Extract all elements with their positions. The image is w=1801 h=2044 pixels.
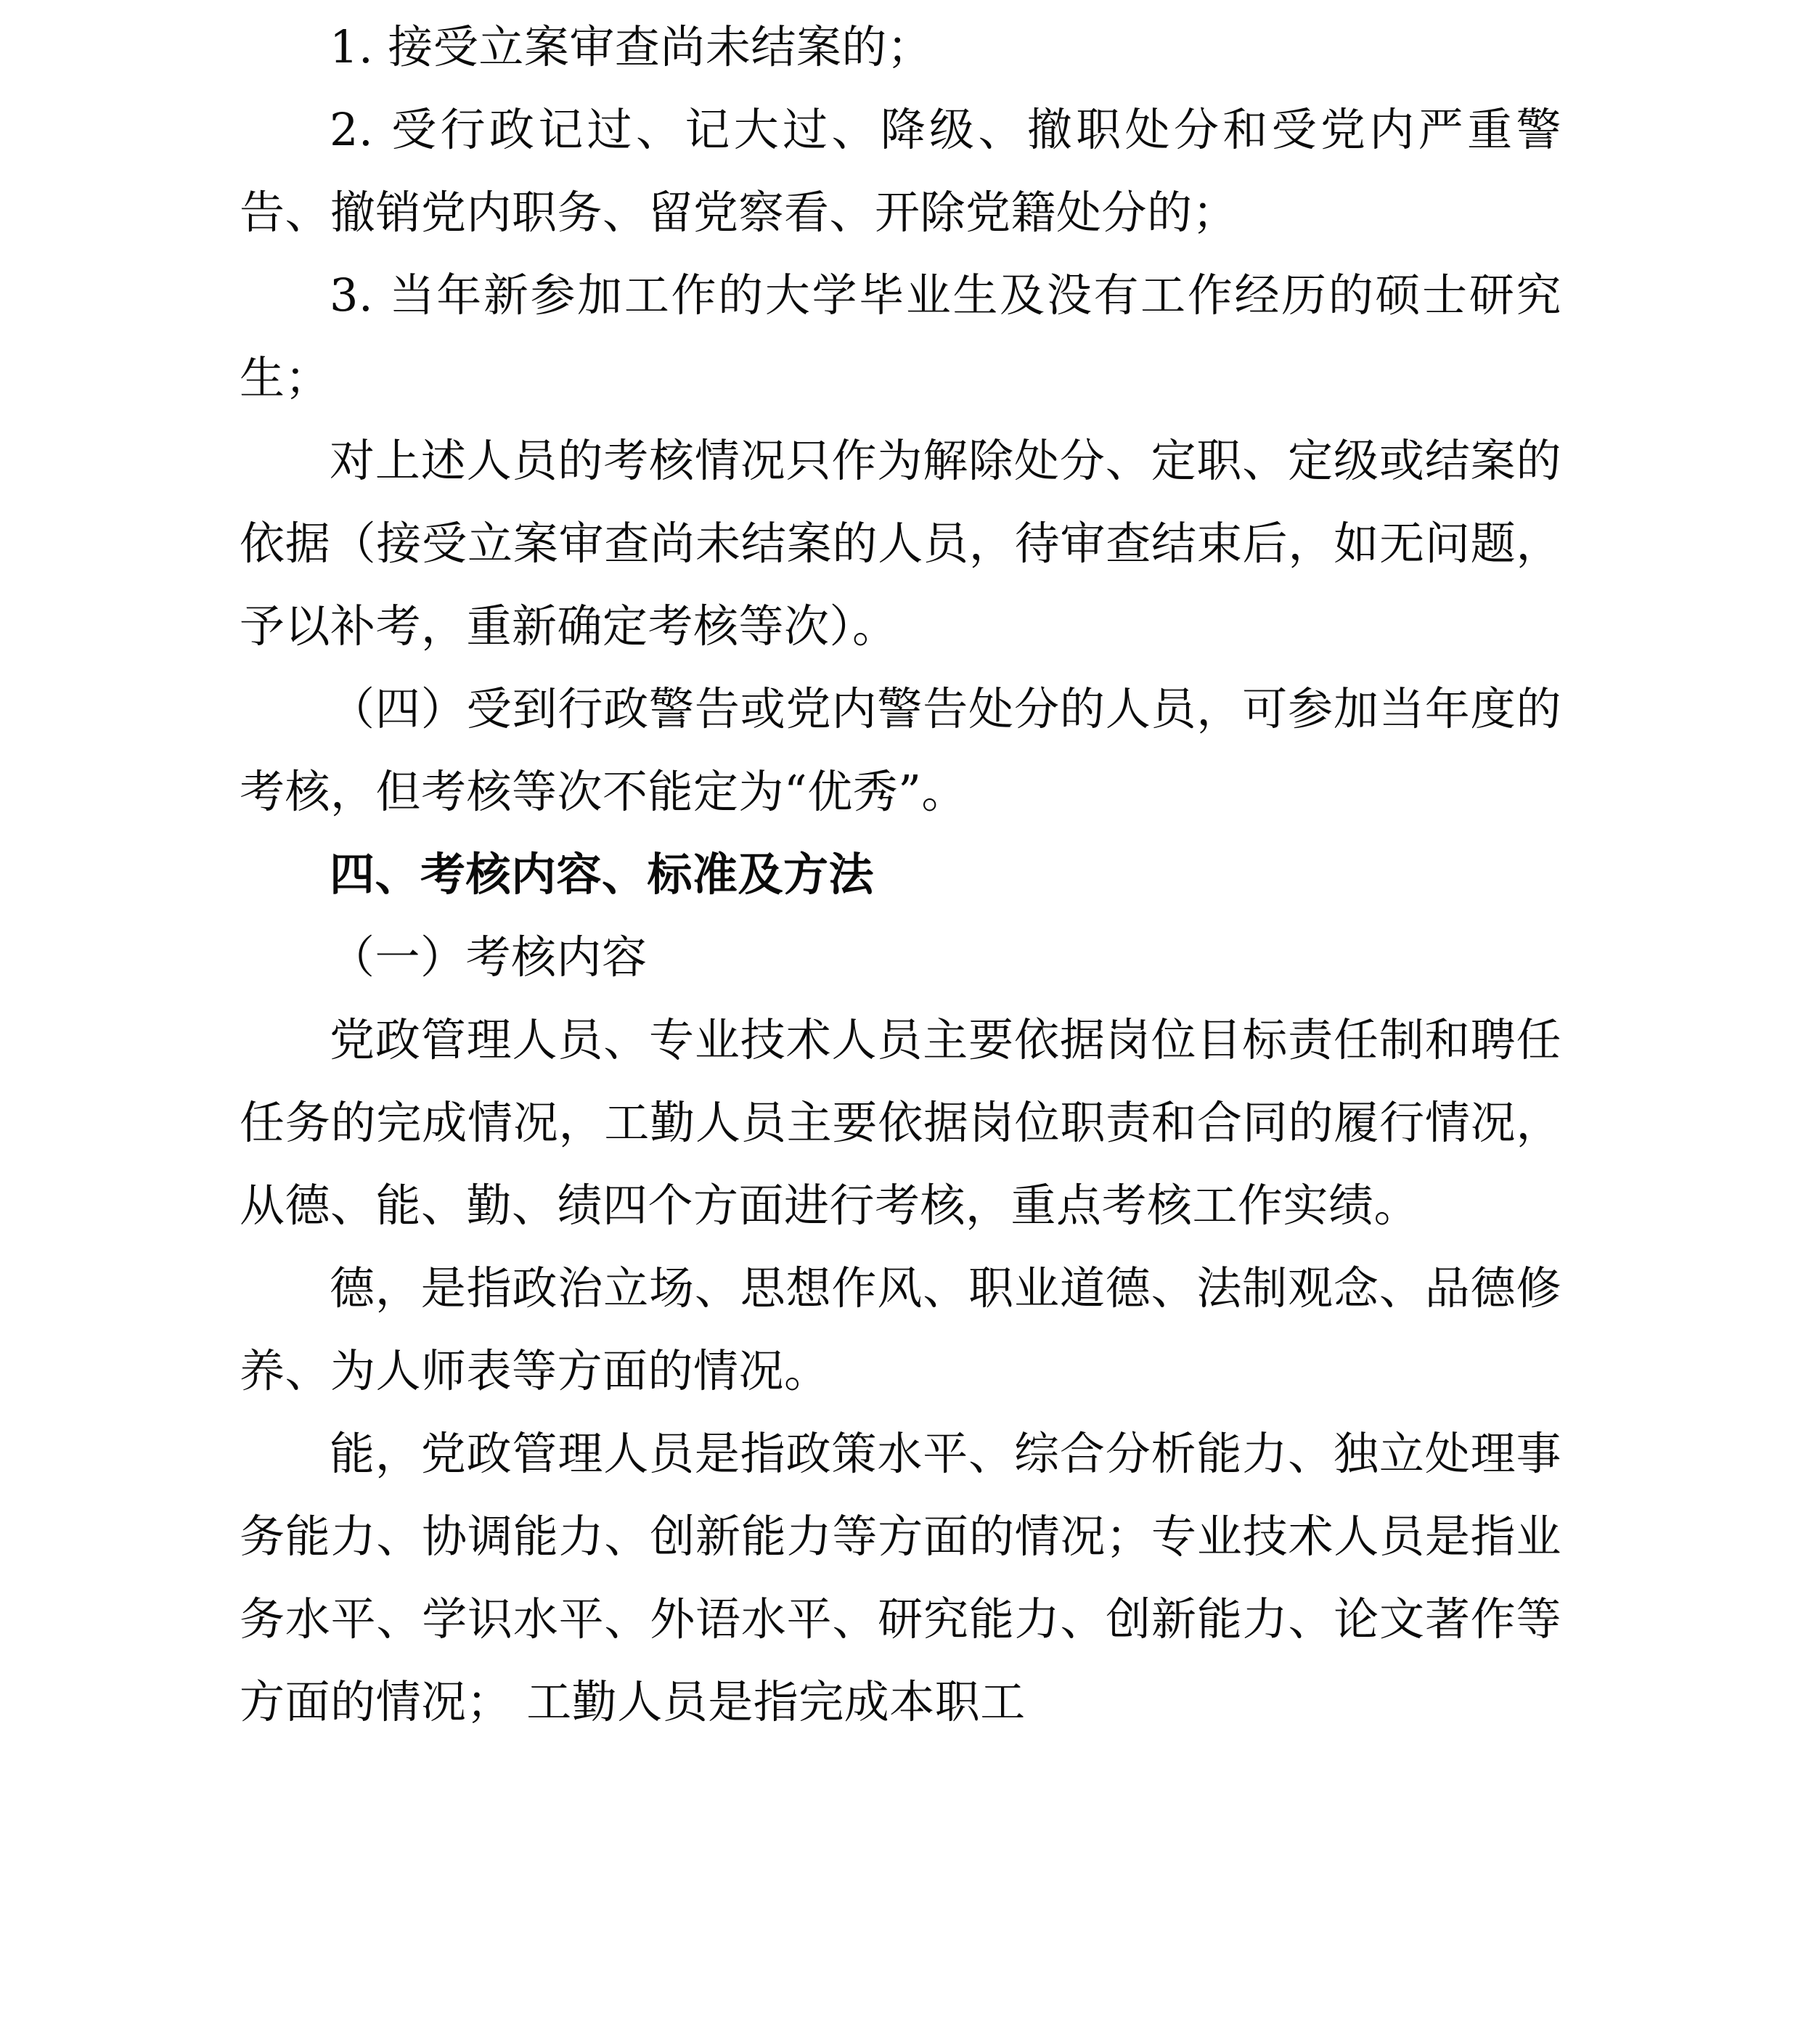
paragraph-item-3: 3. 当年新参加工作的大学毕业生及没有工作经历的硕士研究生； [240, 269, 1561, 404]
document-body [240, 0, 1561, 1743]
paragraph-section-four-clause: （四）受到行政警告或党内警告处分的人员，可参加当年度的考核，但考核等次不能定为“优秀”。 [240, 682, 1561, 818]
section-heading-four: 四、考核内容、标准及方法 [330, 848, 875, 901]
paragraph-assessment-content: 党政管理人员、专业技术人员主要依据岗位目标责任制和聘任任务的完成情况，工勤人员主要依据岗位职责和合同的履行情况，从德、能、勤、绩四个方面进行考核，重点考核工作实绩。 [240, 1013, 1561, 1232]
paragraph-de-definition: 德，是指政治立场、思想作风、职业道德、法制观念、品德修养、为人师表等方面的情况。 [240, 1262, 1561, 1397]
paragraph-item-1: 1. 接受立案审查尚未结案的； [330, 20, 933, 73]
paragraph-item-2: 2. 受行政记过、记大过、降级、撤职处分和受党内严重警告、撤销党内职务、留党察看、开除党籍处分的； [240, 103, 1561, 239]
subsection-heading-one: （一）考核内容 [330, 931, 648, 984]
paragraph-summary-note: 对上述人员的考核情况只作为解除处分、定职、定级或结案的依据（接受立案审查尚未结案的人员，待审查结束后，如无问题，予以补考，重新确定考核等次）。 [240, 434, 1561, 653]
paragraph-neng-definition: 能，党政管理人员是指政策水平、综合分析能力、独立处理事务能力、协调能力、创新能力等方面的情况；专业技术人员是指业务水平、学识水平、外语水平、研究能力、创新能力、论文著作等方面的情况； 工勤人员是指完成本职工 [240, 1427, 1561, 1728]
